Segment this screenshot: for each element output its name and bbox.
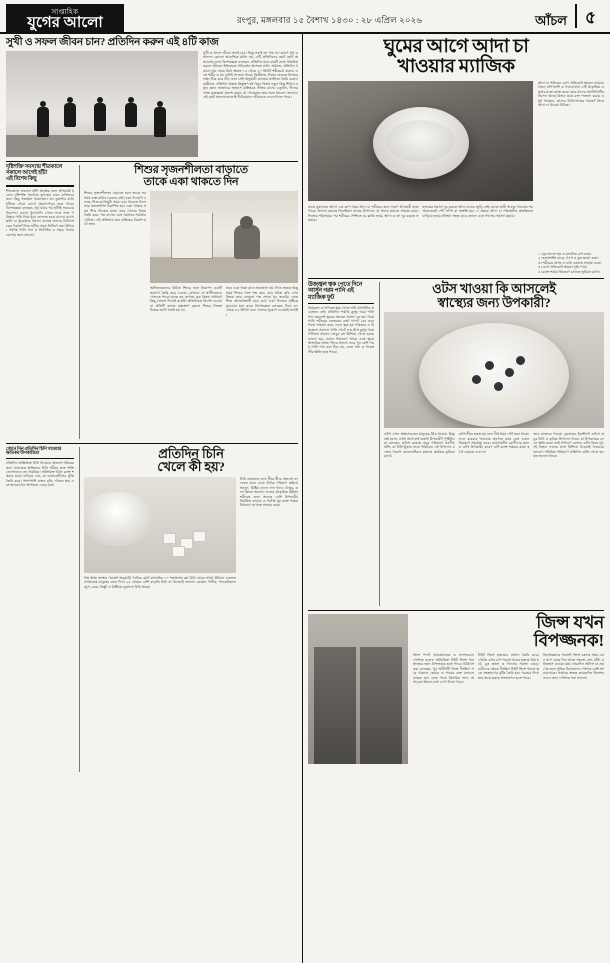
sugar-bowl-photo [84,477,236,573]
eye-care-kicker-3: এই বিশেষ কিছু [6,175,37,182]
silhouette-people-jumping-photo [6,51,198,157]
jeans-text-col1: জিন্স প্যান্ট আরামদায়ক ও ফ্যাশনেবল পোশাক হলেও অতিরিক্ত টাইট জিন্স পরা স্বাস্থ্যের জন্য বিপজ্জনক হতে পারে। চিকিৎসকরা বলছেন, খুব আঁটসাঁট জিন্স দীর্ঘক্ষণ পরে থাকলে কোমর ও পায়ের রক্ত চলাচল ব্যাহত হয়। এতে পায়ে ঝিনঝিন ভাব, অসাড়তা কিংবা ব্যথা দেখা দিতে পারে। [413,653,474,684]
child-creativity-text-col2: অভিভাবকদের উচিত শিশুর জন্য নিরাপদ একটি জায়গা তৈরি করে দেওয়া, যেখানে সে স্বাধীনভাবে খেলতে পারে। হাতে রং, কাগজ, ব্লক কিংবা সাধারণ কিছু খেলনা দিলেই যথেষ্ট। প্রতিনিয়ত নির্দেশ দেওয়া বা প্রতিটি কাজে হস্তক্ষেপ করলে শিশুর নিজস্ব চিন্তার জগৎ তৈরি হয় না। [150,286,222,313]
ginger-tea-sub-item: ৫। রক্তে শর্করা নিয়ন্ত্রণে রাখতে ভূমিকা রাখে। [538,269,600,274]
ginger-tea-sub-item: ২। হজমশক্তি বাড়ে, গ্যাস ও বুক জ্বালা কমে। [538,256,599,261]
section-name: আঁচল [535,13,567,28]
oats-text-col3: তবে বাজারে পাওয়া ফ্লেভারড ইনস্ট্যান্ট ওটসে প্রচুর চিনি ও কৃত্রিম উপাদান থাকে, যা উপকারের বদলে ক্ষতি করে। তাই সাধারণ রোলড ওটস কিনে দুধ, দই কিংবা ফলের সঙ্গে মিশিয়ে খাওয়াই সবচেয়ে ভালো। পরিমিত পরিমাণে প্রতিদিন ওটস খেলে হৃদযন্ত্র ভালো থাকে। [533,432,605,459]
article-happy-life [6,37,298,157]
sugar-text-col2: বিশ্ব স্বাস্থ্য সংস্থার পরামর্শ অনুযায়ী, দৈনিক মোট ক্যালরির ১০ শতাংশের কম চিনি থেকে আসা উচিত। একজন প্রাপ্তবয়স্ক মানুষের জন্য দিনে ২৫ গ্রামের বেশি বাড়তি চিনি না খাওয়াই ভালো। কোমল পানীয়, প্যাকেটজাত জুস, কেক, বিস্কুট ও মিষ্টিতে লুকানো চিনি থাকে। [84,575,236,589]
sugar-headline-2: খেলে কী হয়? [157,459,225,475]
child-creativity-headline-2: তাকে একা থাকতে দিন [143,175,239,188]
hot-water-headline-1: উজ্জ্বল ত্বক পেতে দিনে [308,281,363,288]
jeans-photo [308,614,408,764]
oatmeal-bowl-photo [384,312,604,428]
article-sugar [6,447,298,772]
eye-care-kicker-2: সকালে আগেই হাঁটা [6,169,48,176]
eye-care-kicker-1: দৃষ্টিশক্তি সমস্যায় শীতকালে [6,164,63,171]
oats-text-col2: ওটস ধীরে হজম হয় বলে দীর্ঘ সময় পেট ভরা থাকে। ফলে বারবার খাওয়ার প্রবণতা কমে এবং ওজন নিয়ন্ত্রণে সহায়তা করে। ডায়াবেটিস রোগীদের জন্যও ওটস উপকারী, কারণ এটি রক্তে শর্করার মাত্রা হঠাৎ বাড়তে দেয় না। [458,432,530,454]
jeans-text-col3: বিশেষজ্ঞদের পরামর্শ, জিন্স কেনার সময় এমন মাপ বেছে নিন যাতে সহজে বসা, হাঁটা ও নিঃশ্বাস নেওয়া যায়। সারাদিন অফিস বা ভ্রমণের জন্য সুতির ঢিলেঢালা পোশাক বেশি আরামদায়ক। সপ্তাহে অন্তত কয়েকদিন জিন্সের বদলে অন্য পোশাক পরা ভালো। [543,653,604,680]
row-eyecare-creativity [6,165,298,439]
article-jeans [308,614,604,764]
row-hotwater-oats [308,282,604,606]
logo-line2: যুগের আলো [27,14,103,31]
oats-headline-2: স্বাস্থ্যের জন্য উপকারী? [437,294,551,310]
article-hot-water [308,282,374,606]
ginger-tea-text-col3: আদা চা শরীরের রোগ প্রতিরোধ ক্ষমতা বাড়ায়। ঠান্ডা, সর্দি-কাশি ও গলাব্যথায় এটি প্রাকৃতিক ওষুধের মতো কাজ করে। তবে যাদের অ্যাসিডিটির সমস্যা আছে কিংবা যারা রক্ত পাতলা করার ওষুধ খাচ্ছেন, তাদের চিকিৎসকের পরামর্শ নিয়ে আদা চা খাওয়া উচিত। [538,80,604,107]
logo-line1: সাপ্তাহিক [51,7,79,16]
article-ginger-tea [308,37,604,274]
sugar-kicker: জেনে নিন প্রতিদিন চিনি খাওয়ার ক্ষতিকর উপকারিতা [6,445,62,456]
hot-water-text: উজ্জ্বল ও প্রাণবন্ত ত্বক পেতে দামি প্রসাধনীর প্রয়োজন নেই। প্রতিদিন পর্যাপ্ত কুসুম গরম পানি পান করলেই ত্বকের অনেক সমস্যা দূর হয়। গরম পানি শরীরের ভেতরের বর্জ্য পদার্থ বের করে দিতে সাহায্য করে, ফলে ত্বক হয় পরিষ্কার ও উজ্জ্বল। সকালে খালি পেটে এক গ্লাস কুসুম গরম পানিতে সামান্য লেবুর রস মিশিয়ে খেলে হজম ভালো হয়, ওজন নিয়ন্ত্রণে থাকে এবং ত্বকে স্বাভাবিক আভা ফিরে আসে। তবে খুব বেশি গরম পানি পান করা ঠিক নয়, এতে গলা ও পাকস্থলীর ক্ষতি হতে পারে। [308,305,374,354]
ginger-tea-headline-2: খাওয়ার ম্যাজিক [397,55,515,77]
sugar-text-col3: চিনি কমানোর জন্য ধীরে ধীরে অভ্যাস বদলাতে হবে। চায়ে চিনির পরিমাণ কমিয়ে আনুন, মিষ্টির বদলে ফল খান। খেজুর, কলা কিংবা অন্যান্য ফলের প্রাকৃতিক মিষ্টতা শরীরের জন্য অনেক বেশি উপকারী। নিয়মিত ব্যায়াম ও পর্যাপ্ত ঘুম রক্তে শর্করা নিয়ন্ত্রণে রাখতে সাহায্য করে। [240,476,298,508]
ginger-tea-photo [308,81,533,201]
jeans-headline-2: বিপজ্জনক! [533,630,604,650]
ginger-tea-sub-item: ৪। রোগ প্রতিরোধ ক্ষমতা বৃদ্ধি পায়। [538,265,588,270]
jeans-headline-1: জিন্স যখন [536,612,604,632]
happy-life-headline: সুখী ও সফল জীবন চান? প্রতিদিন করুন এই ৪টি কাজ [6,37,219,48]
article-oats [379,282,604,606]
eye-care-text: শীতকালে সকালে হাঁটা স্বাস্থ্যের জন্য উপকারী হলেও দৃষ্টিশক্তি সমস্যায় ভুগছেন এমন ব্যক্তিদের জন্য কিছু সতর্কতা প্রয়োজন। ঘন কুয়াশার মধ্যে হাঁটতে গেলে চোখে জ্বালাপোড়া হতে পারে। বিশেষজ্ঞরা বলছেন, সূর্য ওঠার পর হাঁটাই সবচেয়ে নিরাপদ। চোখে ধুলাবালি গেলে সঙ্গে সঙ্গে পরিষ্কার পানি দিয়ে ধুয়ে ফেলতে হবে। যাদের চোখে ছানি বা গ্লুকোমার সমস্যা রয়েছে তাদের চিকিৎসকের পরামর্শ নিয়ে হাঁটার সময় নির্ধারণ করা উচিত। পর্যাপ্ত পানি পান ও ভিটামিন এ সমৃদ্ধ খাবার চোখের জন্য ভালো। [6,188,74,237]
ginger-tea-text-col1: রাতে ঘুমানোর আগে এক কাপ গরম আদা চা শরীরের জন্য দারুণ উপকারী হতে পারে। আদায় রয়েছে জিঞ্জেরল নামের উপাদান, যা প্রদাহ কমাতে সাহায্য করে। দিনভর পরিশ্রমের পর শরীরের পেশিতে যে ক্লান্তি জমে, আদা চা তা দূর করতে সহায়ক। [308,204,419,223]
ginger-tea-sub-item: ১। ঘুম ভালো হয় ও মানসিক চাপ কমে। [538,251,592,256]
sugar-text-col1: প্রতিদিন অতিরিক্ত চিনি খাওয়ার অভ্যাস শরীরের জন্য মারাত্মক ক্ষতিকর। চিনি শরীরে দ্রুত শক্তি জোগালেও তা সাময়িক। অতিরিক্ত চিনি রক্তে শর্করার মাত্রা বাড়িয়ে দেয়, যা ডায়াবেটিসের ঝুঁকি তৈরি করে। পাশাপাশি ওজন বৃদ্ধি, দাঁতের ক্ষয় এবং হৃদরোগের আশঙ্কাও বেড়ে যায়। [6,461,74,488]
child-playing-photo [150,191,298,283]
article-eye-care [6,165,74,439]
hot-water-headline-2: আসুন গরম পানি এই [308,288,354,295]
child-creativity-text-col1: শিশুর সৃজনশীলতা বাড়াতে হলে তাকে সব সময় ব্যস্ত রাখার দরকার নেই। বরং গবেষণা বলছে, শিশুকে কিছুটা সময় একা থাকতে দিলে তার কল্পনাশক্তি বিকশিত হয়। একা থাকার সময় শিশু নিজের মতো করে খেলার নিয়ম তৈরি করে, গল্প বানায় এবং সমস্যার সমাধান খোঁজে। এই প্রক্রিয়ায় তার মস্তিষ্কের বিকাশ ঘটে দ্রুত। [84,191,146,226]
oats-text-col1: ওটস এখন স্বাস্থ্যসচেতন মানুষের প্রিয় খাবার। কিন্তু প্রশ্ন হলো, ওটস আসলেই কতটা উপকারী? পুষ্টিবিদরা বলছেন, ওটসে রয়েছে প্রচুর পরিমাণে দ্রবণীয় আঁশ, যা বিটা-গ্লুকান নামে পরিচিত। এই উপাদান রক্তের খারাপ কোলেস্টেরল কমাতে কার্যকর ভূমিকা রাখে। [384,432,455,459]
oats-headline-1: ওটস খাওয়া কি আসলেই [432,280,556,296]
left-column-group [0,34,302,963]
jeans-text-col2: টাইট জিন্স হজমেও সমস্যা তৈরি করে। পেটের ওপর চাপ পড়ায় খাবার হজমে বিঘ্ন ঘটে, বুক জ্বালা ও গ্যাসের সমস্যা বাড়ে। নারীদের ক্ষেত্রে দীর্ঘক্ষণ টাইট জিন্স পরলে ত্বকে সংক্রমণের ঝুঁকি তৈরি হয়। গরমের দিনে ঘাম জমে ছত্রাক সংক্রমণও হতে পারে। [478,653,539,680]
ginger-tea-text-col2: হজমের সমস্যা দূর করতে আদা চায়ের জুড়ি নেই। রাতে ভারী খাবার খাওয়ার পর অনেকেরই পেট ফাঁপা বা অস্বস্তি হয়। এ ক্ষেত্রে আদা চা পাকস্থলীর কার্যক্ষমতা বাড়িয়ে হজম প্রক্রিয়া সহজ করে তোলে এবং গ্যাসের সমস্যা কমায়। [422,204,533,218]
article-child-creativity [79,165,298,439]
newspaper-logo [6,4,124,34]
hot-water-headline-3: ম্যাজিক ফুট [308,294,335,301]
page-content [0,34,610,963]
ginger-tea-headline-1: ঘুমের আগে আদা চা [383,36,529,57]
dateline: রংপুর, মঙ্গলবার ১৫ বৈশাখ ১৪৩০ : ২৮ এপ্রিল ২০২৬ [236,15,423,25]
child-creativity-headline-1: শিশুর সৃজনশীলতা বাড়াতে [134,164,248,177]
happy-life-text: সুখী ও সফল জীবন সবাই চায়। কিন্তু সবাই তা পায় না। কারণ সুখ ও সাফল্য কোনো আকস্মিক ঘটনা নয়, এটি প্রতিদিনের ছোট ছোট অভ্যাসের ফল। বিশেষজ্ঞরা বলছেন, প্রতিদিন মাত্র চারটি কাজ নিয়মিত করলে জীবনে ইতিবাচক পরিবর্তন আসতে বাধ্য। প্রথমত, প্রতিদিন সকালে ঘুম থেকে উঠে অন্তত ১৫ থেকে ২০ মিনিট শরীরচর্চা করুন। এতে শরীর ও মন দুটোই সতেজ থাকে। দ্বিতীয়ত, দিনের শুরুতে নিজের লক্ষ্য ঠিক করে নিন এবং সেই অনুযায়ী কাজের তালিকা তৈরি করুন। তৃতীয়ত, প্রতিদিন অন্তত কিছুক্ষণ বই পড়ুন কিংবা নতুন কিছু শিখুন। নতুন জ্ঞান অর্জনের অভ্যাস মস্তিষ্ককে সক্রিয় রাখে। চতুর্থত, দিনের শেষে কৃতজ্ঞতা প্রকাশ করুন, যা পেয়েছেন তার জন্য ধন্যবাদ জানান। এই ছোট অভ্যাসগুলোই দীর্ঘমেয়াদে জীবনকে বদলে দিতে পারে। [203,51,298,100]
masthead [0,0,610,34]
page-number: ৫ [575,4,602,28]
ginger-tea-sub-item: ৩। শরীরের প্রদাহ ও ব্যথা কমাতে সাহায্য করে। [538,260,602,265]
sugar-headline-1: প্রতিদিন চিনি [158,445,224,461]
right-column-group [302,34,610,963]
child-creativity-text-col3: তবে একা থাকা মানে অবহেলা নয়। দিনে অন্তত কিছু সময় শিশুর সঙ্গে গল্প করা, তার আঁকা ছবি দেখা কিংবা তার বানানো গল্প শোনা খুব জরুরি। এতে শিশু আত্মবিশ্বাসী হয়ে ওঠে এবং নিজের সৃষ্টিকে মূল্যবান মনে করে। বিশেষজ্ঞরা বলছেন, দিনে ৩০ থেকে ৪৫ মিনিট একা খেলার সুযোগ দেওয়াই যথেষ্ট। [226,286,298,317]
